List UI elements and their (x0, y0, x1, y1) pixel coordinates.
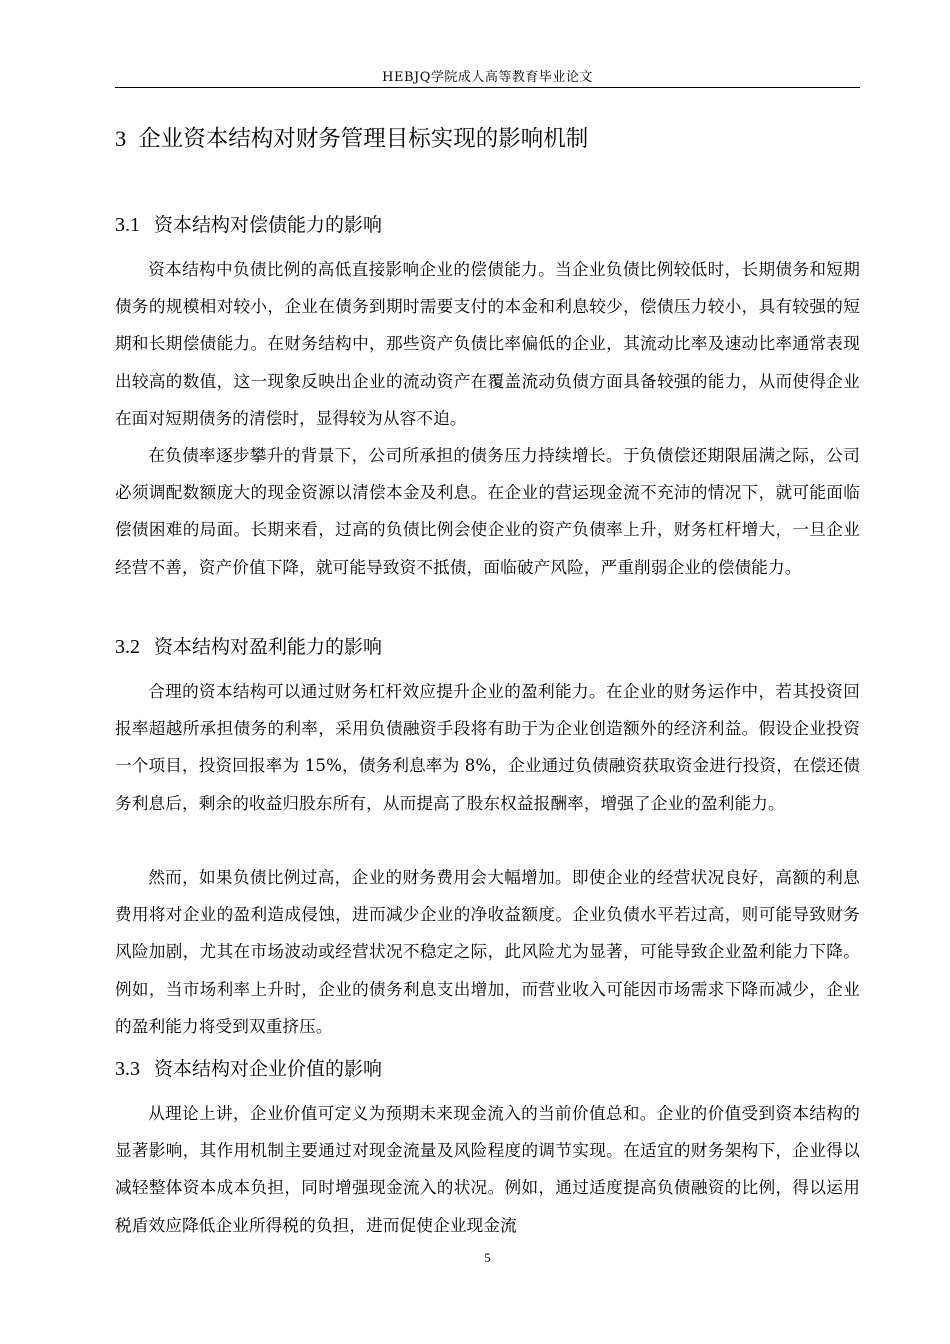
body-paragraph: 合理的资本结构可以通过财务杠杆效应提升企业的盈利能力。在企业的财务运作中，若其投资回报率超越所承担债务的利率，采用负债融资手段将有助于为企业创造额外的经济利益。假设企业投资一个项目，投资回报率为 15%，债务利息率为 8%，企业通过负债融资获取资金进行投资，在偿还债务利息后，剩余的收益归股东所有，从而提高了股东权益报酬率，增强了企业的盈利能力。 (115, 682, 860, 813)
section-heading-3-3 (115, 1054, 860, 1084)
chapter-number: 3 (115, 126, 127, 151)
section-heading-3-1 (115, 210, 860, 240)
page-number: 5 (484, 1250, 491, 1265)
section-title-text: 资本结构对偿债能力的影响 (154, 214, 383, 236)
body-paragraph: 从理论上讲，企业价值可定义为预期未来现金流入的当前价值总和。企业的价值受到资本结构的显著影响，其作用机制主要通过对现金流量及风险程度的调节实现。在适宜的财务架构下，企业得以减轻整体资本成本负担，同时增强现金流入的状况。例如，通过适度提高负债融资的比例，得以运用税盾效应降低企业所得税的负担，进而促使企业现金流 (115, 1104, 860, 1235)
section-number: 3.1 (115, 214, 140, 236)
section-title-text: 资本结构对企业价值的影响 (154, 1058, 383, 1080)
body-paragraph: 然而，如果负债比例过高，企业的财务费用会大幅增加。即使企业的经营状况良好，高额的利息费用将对企业的盈利造成侵蚀，进而减少企业的净收益额度。企业负债水平若过高，则可能导致财务风险加剧，尤其在市场波动或经营状况不稳定之际，此风险尤为显著，可能导致企业盈利能力下降。例如，当市场利率上升时，企业的债务利息支出增加，而营业收入可能因市场需求下降而减少，企业的盈利能力将受到双重挤压。 (115, 868, 860, 1036)
running-header: HEBJQ学院成人高等教育毕业论文 (382, 70, 593, 85)
body-paragraph: 在负债率逐步攀升的背景下，公司所承担的债务压力持续增长。于负债偿还期限届满之际，公司必须调配数额庞大的现金资源以清偿本金及利息。在企业的营运现金流不充沛的情况下，就可能面临偿债困难的局面。长期来看，过高的负债比例会使企业的资产负债率上升，财务杠杆增大，一旦企业经营不善，资产价值下降，就可能导致资不抵债，面临破产风险，严重削弱企业的偿债能力。 (115, 446, 860, 577)
section-number: 3.3 (115, 1058, 140, 1080)
section-title-text: 资本结构对盈利能力的影响 (154, 636, 383, 658)
section-heading-3-2 (115, 632, 860, 662)
body-paragraph: 资本结构中负债比例的高低直接影响企业的偿债能力。当企业负债比例较低时，长期债务和短期债务的规模相对较小，企业在债务到期时需要支付的本金和利息较少，偿债压力较小，具有较强的短期和长期偿债能力。在财务结构中，那些资产负债比率偏低的企业，其流动比率及速动比率通常表现出较高的数值，这一现象反映出企业的流动资产在覆盖流动负债方面具备较强的能力，从而使得企业在面对短期债务的清偿时，显得较为从容不迫。 (115, 260, 860, 428)
chapter-title (115, 124, 860, 154)
chapter-title-text: 企业资本结构对财务管理目标实现的影响机制 (138, 126, 589, 152)
section-number: 3.2 (115, 636, 140, 658)
header-rule (115, 87, 860, 88)
